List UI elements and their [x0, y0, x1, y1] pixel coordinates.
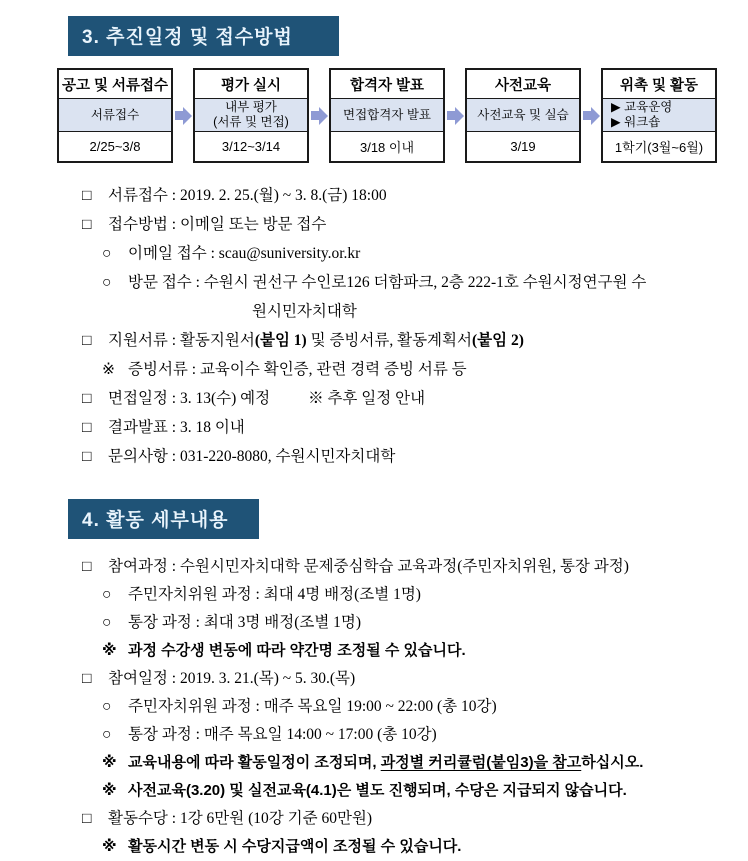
square-bullet-icon: □ — [82, 187, 92, 204]
list-item-text: 주민자치위원 과정 : 매주 목요일 19:00 ~ 22:00 (총 10강) — [128, 698, 497, 715]
contact-phone-text: 문의사항 : 031-220-8080, 수원시민자치대학 — [108, 448, 396, 465]
section3-list — [82, 181, 728, 471]
list-item-text: 면접일정 : 3. 13(수) 예정 ※ 추후 일정 안내 — [108, 390, 426, 407]
list-item-continuation — [82, 297, 728, 326]
circle-bullet-icon: ○ — [102, 245, 112, 262]
section4 — [57, 499, 728, 539]
flow-step-title: 공고 및 서류접수 — [59, 70, 171, 99]
flow-step-detail: 서류접수 — [59, 99, 171, 132]
flow-step-date: 3/18 이내 — [359, 140, 415, 155]
list-item-text: 참여일정 : 2019. 3. 21.(목) ~ 5. 30.(목) — [108, 670, 356, 687]
email-address-text: 이메일 접수 : scau@suniversity.or.kr — [128, 245, 361, 262]
list-item-text: 원시민자치대학 — [252, 303, 357, 320]
list-item-text: 방문 접수 : 수원시 권선구 수인로126 더함파크, 2층 222-1호 수원시정연구원 수 — [128, 274, 647, 291]
schedule-flowchart — [57, 68, 728, 163]
flow-step-date: 3/12~3/14 — [221, 139, 281, 154]
list-item-text: 활동수당 : 1강 6만원 (10강 기준 60만원) — [108, 810, 373, 827]
note-marker-icon: ※ — [102, 754, 117, 771]
section3-title — [68, 16, 339, 56]
note-marker-icon: ※ — [102, 782, 117, 799]
list-item-text: 주민자치위원 과정 : 최대 4명 배정(조별 1명) — [128, 586, 421, 603]
list-item-text: 지원서류 : 활동지원서(붙임 1) 및 증빙서류, 활동계획서(붙임 2) — [108, 332, 524, 349]
note-marker-icon: ※ — [102, 838, 117, 855]
list-item — [82, 581, 728, 609]
flow-step-title: 평가 실시 — [195, 70, 307, 99]
circle-bullet-icon: ○ — [102, 726, 112, 743]
list-item-text: 사전교육(3.20) 및 실전교육(4.1)은 별도 진행되며, 수당은 지급되지 않습니다. — [128, 782, 627, 799]
flow-step-date: 3/19 — [510, 139, 536, 154]
flow-step-detail: 사전교육 및 실습 — [467, 99, 579, 132]
list-item-text: 통장 과정 : 매주 목요일 14:00 ~ 17:00 (총 10강) — [128, 726, 437, 743]
list-item-note — [82, 749, 728, 777]
flow-step-title: 사전교육 — [467, 70, 579, 99]
list-item — [82, 805, 728, 833]
circle-bullet-icon: ○ — [102, 614, 112, 631]
flow-step-detail: 내부 평가 (서류 및 면접) — [195, 99, 307, 132]
list-item — [82, 355, 728, 384]
list-item — [82, 384, 728, 413]
list-item — [82, 413, 728, 442]
list-item-text: 참여과정 : 수원시민자치대학 문제중심학습 교육과정(주민자치위원, 통장 과정) — [108, 558, 629, 575]
list-item-text: 활동시간 변동 시 수당지급액이 조정될 수 있습니다. — [128, 838, 462, 855]
list-item-text: 서류접수 : 2019. 2. 25.(월) ~ 3. 8.(금) 18:00 — [108, 187, 387, 204]
section3-title-text: 3. 추진일정 및 접수방법 — [82, 27, 293, 48]
circle-bullet-icon: ○ — [102, 274, 112, 291]
list-item-text: 증빙서류 : 교육이수 확인증, 관련 경력 증빙 서류 등 — [128, 361, 467, 378]
circle-bullet-icon: ○ — [102, 586, 112, 603]
flow-step-date: 2/25~3/8 — [89, 139, 141, 154]
flow-step-title: 합격자 발표 — [331, 70, 443, 99]
flow-step-announce-result — [329, 68, 445, 163]
list-item — [82, 268, 728, 297]
square-bullet-icon: □ — [82, 419, 92, 436]
flow-step-detail: 면접합격자 발표 — [331, 99, 443, 132]
note-marker-icon: ※ — [102, 361, 115, 378]
square-bullet-icon: □ — [82, 558, 92, 575]
list-item-text: 교육내용에 따라 활동일정이 조정되며, 과정별 커리큘럼(붙임3)을 참고하십시오. — [128, 754, 644, 771]
flow-step-evaluation — [193, 68, 309, 163]
list-item-text: 결과발표 : 3. 18 이내 — [108, 419, 245, 436]
list-item — [82, 239, 728, 268]
list-item — [82, 181, 728, 210]
list-item-text: 과정 수강생 변동에 따라 약간명 조정될 수 있습니다. — [128, 642, 466, 659]
arrow-right-icon — [173, 68, 193, 163]
list-item — [82, 442, 728, 471]
square-bullet-icon: □ — [82, 448, 92, 465]
square-bullet-icon: □ — [82, 670, 92, 687]
circle-bullet-icon: ○ — [102, 698, 112, 715]
flow-step-date: 1학기(3월~6월) — [614, 140, 704, 155]
section4-list — [82, 553, 728, 861]
arrow-right-icon — [309, 68, 329, 163]
flow-step-activity — [601, 68, 717, 163]
list-item — [82, 326, 728, 355]
list-item-note — [82, 777, 728, 805]
square-bullet-icon: □ — [82, 810, 92, 827]
arrow-right-icon — [581, 68, 601, 163]
list-item — [82, 693, 728, 721]
list-item — [82, 210, 728, 239]
flow-step-pretraining — [465, 68, 581, 163]
arrow-right-icon — [445, 68, 465, 163]
square-bullet-icon: □ — [82, 216, 92, 233]
note-marker-icon: ※ — [102, 642, 117, 659]
list-item-text: 접수방법 : 이메일 또는 방문 접수 — [108, 216, 327, 233]
list-item — [82, 609, 728, 637]
list-item — [82, 553, 728, 581]
flow-step-detail: ▶ 교육운영 ▶ 워크숍 — [603, 99, 715, 132]
square-bullet-icon: □ — [82, 332, 92, 349]
list-item-note — [82, 637, 728, 665]
list-item — [82, 665, 728, 693]
list-item-text: 통장 과정 : 최대 3명 배정(조별 1명) — [128, 614, 362, 631]
list-item-note — [82, 833, 728, 861]
section4-title — [68, 499, 259, 539]
flow-step-title: 위촉 및 활동 — [603, 70, 715, 99]
square-bullet-icon: □ — [82, 390, 92, 407]
section4-title-text: 4. 활동 세부내용 — [82, 510, 229, 531]
flow-step-announcement — [57, 68, 173, 163]
list-item — [82, 721, 728, 749]
